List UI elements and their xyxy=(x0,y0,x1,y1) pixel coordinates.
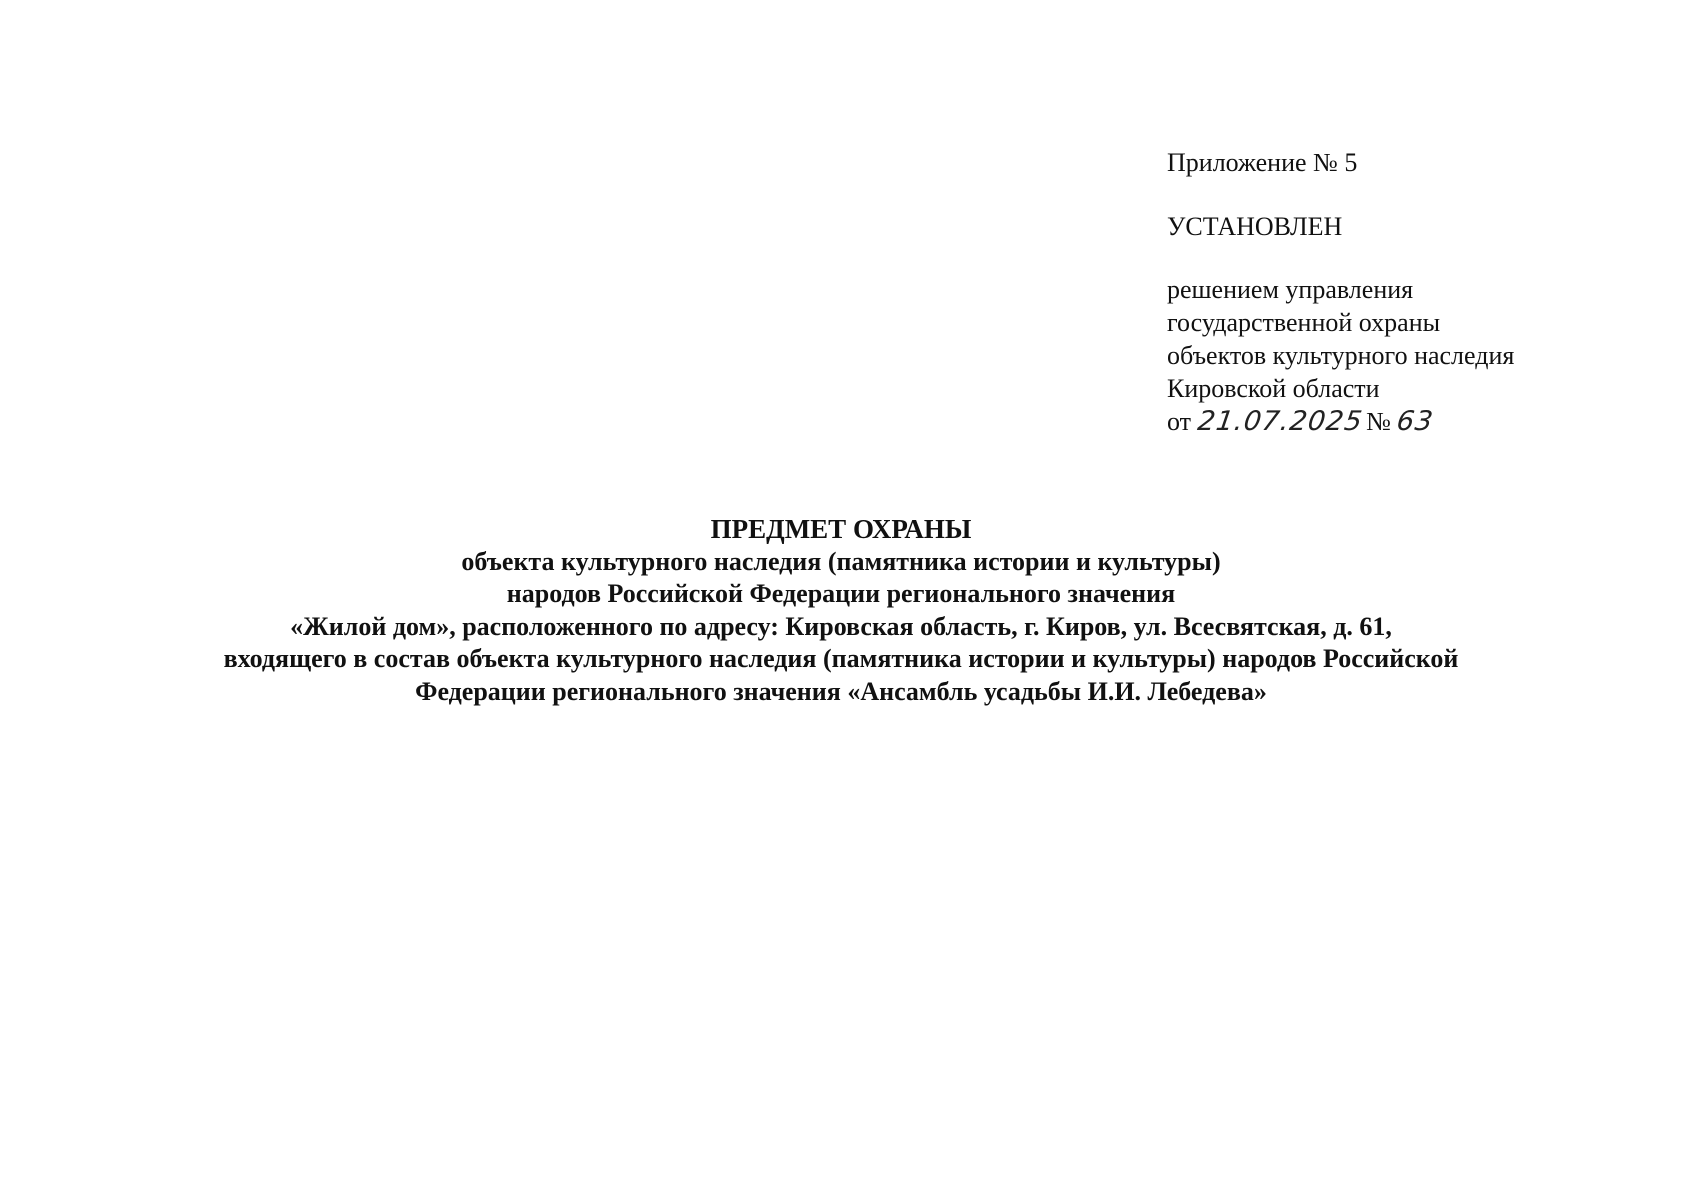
approval-date-line xyxy=(1167,405,1647,438)
document-heading xyxy=(120,513,1562,708)
heading-title: ПРЕДМЕТ ОХРАНЫ xyxy=(710,514,972,544)
issuer-line: государственной охраны xyxy=(1167,308,1441,337)
handwritten-number: 63 xyxy=(1394,406,1436,437)
heading-line: объекта культурного наследия (памятника истории и культуры) xyxy=(461,546,1221,576)
issuer-line: объектов культурного наследия xyxy=(1167,341,1515,370)
approval-block xyxy=(1167,146,1647,438)
handwritten-date: 21.07.2025 xyxy=(1195,406,1365,437)
approval-status: УСТАНОВЛЕН xyxy=(1167,212,1343,241)
heading-line: «Жилой дом», расположенного по адресу: Кировская область, г. Киров, ул. Всесвятская, д. 61, xyxy=(290,611,1392,641)
appendix-label: Приложение № 5 xyxy=(1167,148,1358,177)
issuer-line: Кировской области xyxy=(1167,374,1380,403)
date-prefix: от xyxy=(1167,407,1192,436)
heading-line: входящего в состав объекта культурного наследия (памятника истории и культуры) народов Российской xyxy=(223,644,1459,673)
issuer-line: решением управления xyxy=(1167,275,1414,304)
heading-line: народов Российской Федерации регионального значения xyxy=(506,579,1176,608)
number-sign: № xyxy=(1366,407,1391,436)
heading-line: Федерации регионального значения «Ансамбль усадьбы И.И. Лебедева» xyxy=(415,676,1267,706)
